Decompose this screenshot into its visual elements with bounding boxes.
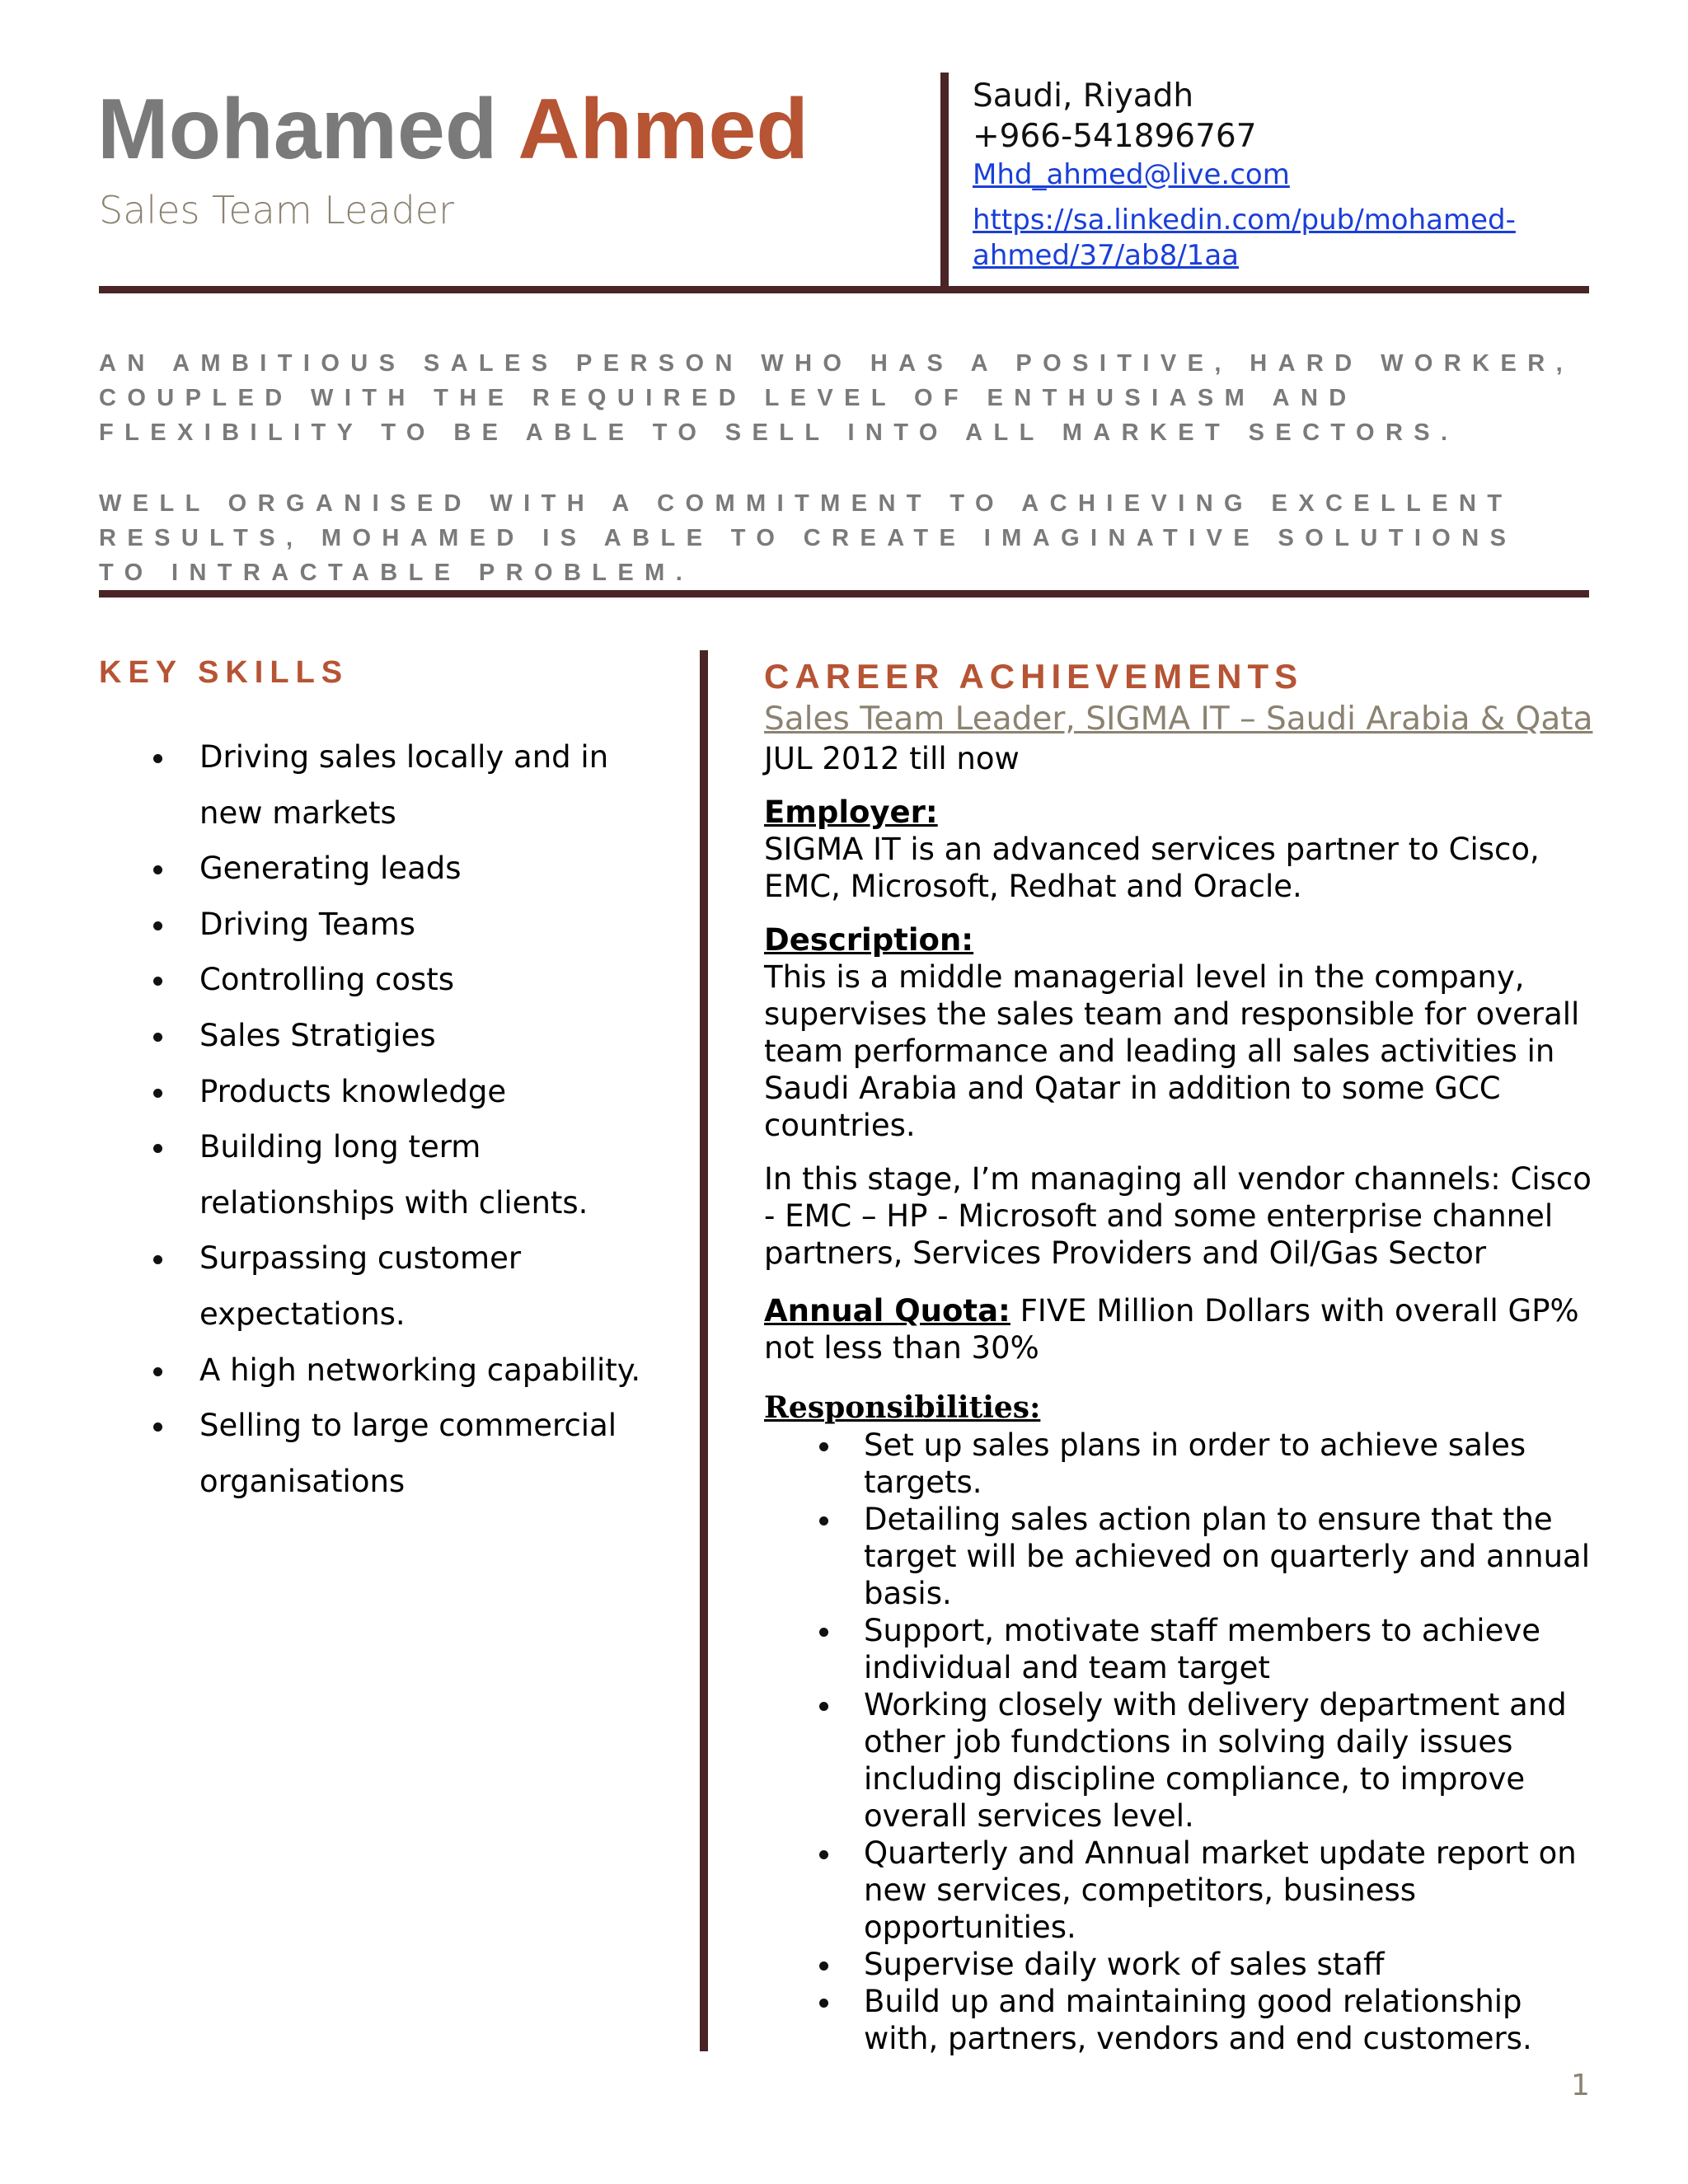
skill-item: Building long term relationships with clients. [148,1119,676,1230]
responsibilities-label: Responsibilities: [764,1390,1041,1425]
location: Saudi, Riyadh [973,77,1194,115]
job-position: Sales Team Leader, SIGMA IT – Saudi Arabia & Qata [764,701,1593,738]
linkedin-link-line2[interactable]: ahmed/37/ab8/1aa [973,239,1239,272]
responsibility-item: Detailing sales action plan to ensure that the target will be achieved on quarterly and annual basis. [764,1501,1597,1612]
description-text: This is a middle managerial level in the company, supervises the sales team and responsible for overall team performance and leading all sales activities in Saudi Arabia and Qatar in addition to some GCC countries. [764,959,1580,1143]
annual-quota [764,1292,1597,1366]
page-number: 1 [1571,2069,1590,2102]
employer-label: Employer: [764,794,938,830]
last-name: Ahmed [518,82,809,177]
career-section [764,699,1597,2057]
vendor-channels-text: In this stage, I’m managing all vendor channels: Cisco - EMC – HP - Microsoft and some enterprise channel partners, Services Providers and Oil/Gas Sector [764,1161,1592,1271]
skill-item: Selling to large commercial organisations [148,1398,676,1509]
skill-item: Surpassing customer expectations. [148,1230,676,1342]
linkedin-link-line1[interactable]: https://sa.linkedin.com/pub/mohamed- [973,204,1516,237]
description-label: Description: [764,922,974,958]
employer-text: SIGMA IT is an advanced services partner to Cisco, EMC, Microsoft, Redhat and Oracle. [764,832,1540,904]
first-name: Mohamed [97,82,498,177]
responsibility-item: Set up sales plans in order to achieve sales targets. [764,1427,1597,1501]
career-title: CAREER ACHIEVEMENTS [764,657,1304,696]
skill-item: Controlling costs [148,952,676,1008]
candidate-title: Sales Team Leader [99,188,454,232]
skill-item: A high networking capability. [148,1343,676,1399]
key-skills-title: KEY SKILLS [99,655,349,690]
skill-item: Products knowledge [148,1064,676,1120]
key-skills-list [148,729,676,1509]
responsibilities-list [764,1427,1597,2057]
summary-paragraph-2: WELL ORGANISED WITH A COMMITMENT TO ACHIEVING EXCELLENT RESULTS, MOHAMED IS ABLE TO CREATE IMAGINATIVE SOLUTIONS TO INTRACTABLE PROBLEM. [99,490,1517,586]
candidate-name [97,82,809,176]
summary-paragraph-1: AN AMBITIOUS SALES PERSON WHO HAS A POSITIVE, HARD WORKER, COUPLED WITH THE REQUIRED LEVEL OF ENTHUSIASM AND FLEXIBILITY TO BE ABLE TO SELL INTO ALL MARKET SECTORS. [99,350,1574,446]
quota-text: FIVE Million Dollars with overall GP% not less than 30% [764,1293,1579,1366]
email-link[interactable]: Mhd_ahmed@live.com [973,158,1290,191]
skill-item: Sales Stratigies [148,1008,676,1064]
summary-rule [99,590,1589,598]
skill-item: Driving sales locally and in new markets [148,729,676,841]
skill-item: Generating leads [148,841,676,897]
skill-item: Driving Teams [148,897,676,953]
header-rule [99,286,1589,293]
job-dates: JUL 2012 till now [764,741,1020,776]
responsibility-item: Support, motivate staff members to achieve individual and team target [764,1612,1597,1686]
column-divider [700,650,708,2051]
quota-label: Annual Quota: [764,1293,1010,1329]
responsibility-item: Supervise daily work of sales staff [764,1946,1597,1983]
phone: +966-541896767 [973,118,1257,155]
responsibility-item: Build up and maintaining good relationship with, partners, vendors and end customers. [764,1983,1597,2057]
responsibility-item: Working closely with delivery department and other job fundctions in solving daily issues including discipline compliance, to improve overall services level. [764,1686,1597,1835]
contact-block [973,76,1516,273]
responsibility-item: Quarterly and Annual market update report on new services, competitors, business opportunities. [764,1835,1597,1946]
header-divider [940,73,949,288]
